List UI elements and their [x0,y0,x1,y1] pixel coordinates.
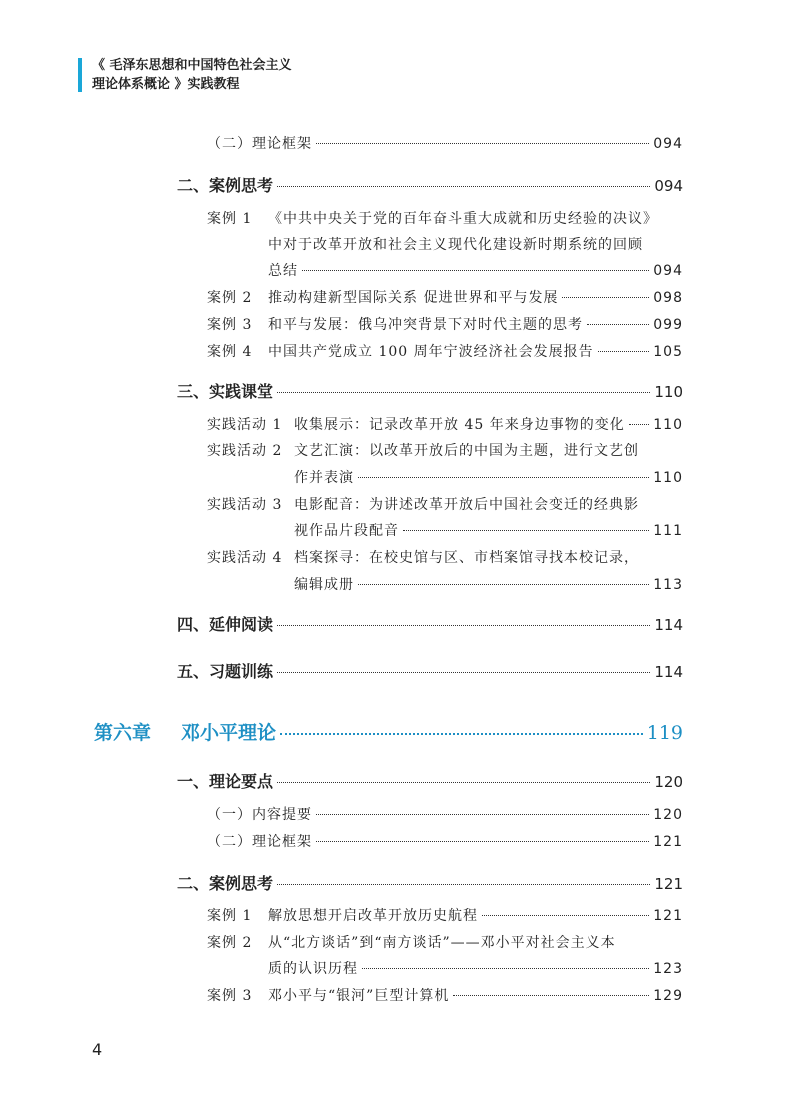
toc-page-number: 110 [653,417,683,433]
toc-page-number: 129 [653,988,683,1004]
toc-leader [482,915,649,916]
toc-leader [316,814,649,815]
toc-chapter-title: 邓小平理论 [181,722,277,744]
toc-leader [629,424,650,425]
toc-entry-activity-1[interactable] [207,414,683,434]
toc-case-label: 案例 4 [207,344,253,360]
header-line-2: 理论体系概论 》实践教程 [92,77,240,92]
toc-page-number: 121 [653,834,683,850]
toc-case-title-line-2: 质的认识历程 [268,961,358,977]
toc-leader [587,324,649,325]
toc-entry-content-summary[interactable] [207,804,683,824]
toc-page-number: 114 [654,616,683,634]
toc-page-number: 094 [653,136,683,152]
toc-page-number: 119 [646,722,683,744]
toc-leader [562,297,649,298]
toc-case-title: 解放思想开启改革开放历史航程 [268,908,478,924]
toc-leader [358,477,649,478]
toc-activity-title-line-2: 视作品片段配音 [294,523,399,539]
toc-leader [280,733,643,735]
toc-page-number: 113 [653,577,683,593]
toc-section-practice-class[interactable] [177,379,683,402]
toc-section-label: 二、案例思考 [177,176,274,195]
toc-case-label: 案例 1 [207,908,253,924]
toc-section-label: 四、延伸阅读 [177,615,274,634]
toc-leader [277,782,650,783]
toc-entry-theory-framework[interactable] [207,831,683,851]
toc-entry-activity-4[interactable] [294,574,683,594]
toc-case-label: 案例 3 [207,988,253,1004]
toc-entry-label: （二）理论框架 [207,834,312,850]
toc-page-number: 121 [653,908,683,924]
toc-case-title: 和平与发展：俄乌冲突背景下对时代主题的思考 [268,317,583,333]
toc-page-number: 114 [654,663,683,681]
header-line-1: 《 毛泽东思想和中国特色社会主义 [92,58,292,73]
toc-leader [358,584,649,585]
toc-section-label: 五、习题训练 [177,662,274,681]
toc-section-exercises[interactable] [177,659,683,682]
toc-case-title-line-2[interactable]: 中对于改革开放和社会主义现代化建设新时期系统的回顾 [268,237,643,253]
page-number: 4 [92,1040,103,1059]
toc-leader [316,841,649,842]
toc-case-title: 中国共产党成立 100 周年宁波经济社会发展报告 [268,344,594,360]
running-header [92,56,292,94]
toc-entry-case-3[interactable] [207,985,683,1005]
toc-activity-label: 实践活动 4 [207,550,283,566]
toc-activity-title: 收集展示：记录改革开放 45 年来身边事物的变化 [294,417,625,433]
toc-leader [453,995,649,996]
toc-page-number: 099 [653,317,683,333]
toc-page-number: 110 [654,383,683,401]
toc-chapter-label: 第六章 [94,722,152,744]
toc-leader [277,672,650,673]
header-accent-bar [78,58,82,92]
toc-section-label: 一、理论要点 [177,772,274,791]
toc-entry-case-2[interactable] [207,287,683,307]
toc-case-title-line-1[interactable]: 《中共中央关于党的百年奋斗重大成就和历史经验的决议》 [268,211,658,227]
toc-page-number: 120 [654,773,683,791]
toc-activity-title-line-1[interactable]: 档案探寻：在校史馆与区、市档案馆寻找本校记录， [294,550,639,566]
toc-entry-case-1[interactable] [268,260,683,280]
toc-activity-title-line-2: 编辑成册 [294,577,354,593]
toc-leader [403,530,649,531]
toc-leader [316,143,649,144]
toc-chapter-six[interactable] [94,718,683,745]
toc-entry-case-3[interactable] [207,314,683,334]
toc-page-number: 123 [653,961,683,977]
toc-case-title: 推动构建新型国际关系 促进世界和平与发展 [268,290,559,306]
toc-leader [598,351,650,352]
toc-entry-label: （二）理论框架 [207,136,312,152]
toc-entry-case-2[interactable] [268,958,683,978]
toc-page-number: 120 [653,807,683,823]
toc-page-number: 094 [654,177,683,195]
toc-leader [277,625,650,626]
toc-page-number: 110 [653,470,683,486]
toc-leader [277,392,650,393]
toc-entry-activity-2[interactable] [294,467,683,487]
toc-case-label: 案例 1 [207,211,253,227]
toc-activity-label: 实践活动 2 [207,443,283,459]
toc-section-case-study[interactable] [177,871,683,894]
toc-entry-theory-framework[interactable] [207,133,683,153]
toc-case-label: 案例 2 [207,935,253,951]
toc-case-title-line-3: 总结 [268,263,298,279]
toc-activity-label: 实践活动 3 [207,497,283,513]
toc-section-label: 二、案例思考 [177,874,274,893]
toc-leader [277,884,650,885]
toc-case-title-line-1[interactable]: 从“北方谈话”到“南方谈话”——邓小平对社会主义本 [268,935,616,951]
toc-page-number: 111 [653,523,683,539]
toc-entry-label: （一）内容提要 [207,807,312,823]
toc-section-case-study[interactable] [177,173,683,196]
toc-case-title: 邓小平与“银河”巨型计算机 [268,988,450,1004]
toc-section-theory-points[interactable] [177,769,683,792]
toc-activity-label: 实践活动 1 [207,417,283,433]
toc-entry-case-4[interactable] [207,341,683,361]
toc-section-extended-reading[interactable] [177,612,683,635]
toc-leader [277,186,650,187]
toc-activity-title-line-1[interactable]: 电影配音：为讲述改革开放后中国社会变迁的经典影 [294,497,639,513]
toc-entry-case-1[interactable] [207,905,683,925]
toc-case-label: 案例 3 [207,317,253,333]
toc-activity-title-line-1[interactable]: 文艺汇演：以改革开放后的中国为主题，进行文艺创 [294,443,639,459]
toc-page-number: 094 [653,263,683,279]
toc-leader [302,270,649,271]
toc-page-number: 098 [653,290,683,306]
toc-page-number: 105 [653,344,683,360]
toc-case-label: 案例 2 [207,290,253,306]
toc-page-number: 121 [654,875,683,893]
toc-entry-activity-3[interactable] [294,520,683,540]
toc-section-label: 三、实践课堂 [177,382,274,401]
toc-leader [362,968,649,969]
toc-activity-title-line-2: 作并表演 [294,470,354,486]
